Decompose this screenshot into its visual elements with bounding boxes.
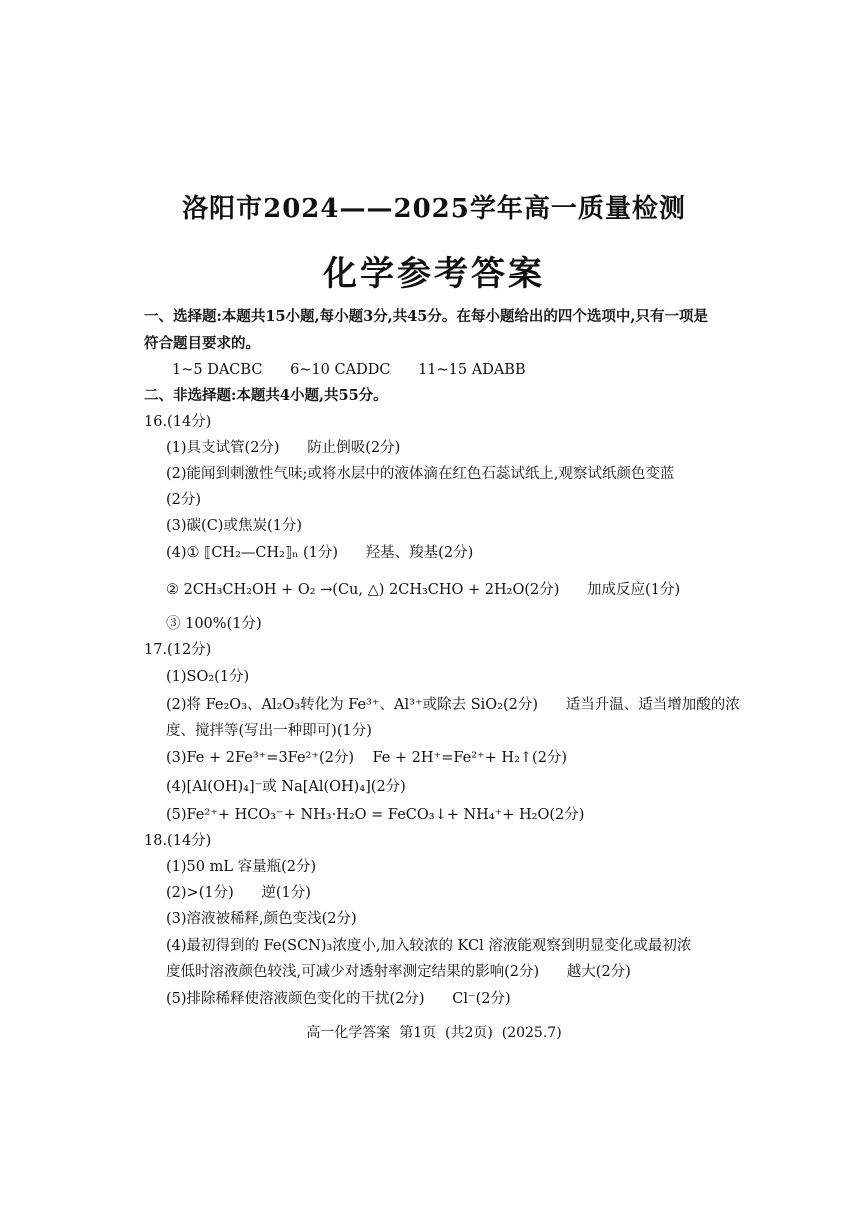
q17-answer-4: (4)[Al(OH)₄]⁻或 Na[Al(OH)₄](2分) (166, 779, 406, 795)
q16-answer-4-2: ② 2CH₃CH₂OH + O₂ →(Cu, △) 2CH₃CHO + 2H₂O(2分) 加成反应(1分) (166, 582, 681, 598)
section2-instruction: 二、非选择题:本题共4小题,共55分。 (144, 387, 388, 404)
q16-answer-4-1: (4)① ⟦CH₂—CH₂⟧ₙ (1分) 羟基、羧基(2分) (166, 545, 474, 561)
q18-answer-2: (2)>(1分) 逆(1分) (166, 885, 311, 901)
q18-answer-1: (1)50 mL 容量瓶(2分) (166, 859, 317, 875)
q16-answer-2-line1: (2)能闻到刺激性气味;或将水层中的液体滴在红色石蕊试纸上,观察试纸颜色变蓝 (166, 466, 675, 482)
q16-answer-4-3: ③ 100%(1分) (166, 616, 262, 632)
q16-heading: 16.(14分) (144, 414, 212, 430)
q18-heading: 18.(14分) (144, 833, 212, 849)
q16-answer-2-line2: (2分) (166, 492, 202, 508)
q17-heading: 17.(12分) (144, 642, 212, 658)
choice-answers: 1~5 DACBC 6~10 CADDC 11~15 ADABB (172, 362, 526, 378)
q18-answer-3: (3)溶液被稀释,颜色变浅(2分) (166, 911, 357, 927)
q18-answer-5: (5)排除稀释使溶液颜色变化的干扰(2分) Cl⁻(2分) (166, 991, 511, 1007)
section1-instruction-line2: 符合题目要求的。 (144, 335, 260, 352)
page-title: 洛阳市2024——2025学年高一质量检测 (182, 194, 686, 224)
section1-instruction-line1: 一、选择题:本题共15小题,每小题3分,共45分。在每小题给出的四个选项中,只有一项是 (144, 308, 708, 325)
q17-answer-2-line2: 度、搅拌等(写出一种即可)(1分) (166, 723, 372, 739)
q18-answer-4-line1: (4)最初得到的 Fe(SCN)₃浓度小,加入较浓的 KCl 溶液能观察到明显变化或最初浓 (166, 938, 692, 954)
q16-answer-3: (3)碳(C)或焦炭(1分) (166, 518, 302, 534)
page-subtitle: 化学参考答案 (323, 254, 545, 294)
q17-answer-1: (1)SO₂(1分) (166, 669, 250, 685)
q16-answer-1: (1)具支试管(2分) 防止倒吸(2分) (166, 440, 401, 456)
page-footer: 高一化学答案 第1页 (共2页) (2025.7) (306, 1025, 562, 1041)
q17-answer-3: (3)Fe + 2Fe³⁺=3Fe²⁺(2分) Fe + 2H⁺=Fe²⁺+ H₂↑(2分) (166, 750, 568, 766)
q17-answer-2-line1: (2)将 Fe₂O₃、Al₂O₃转化为 Fe³⁺、Al³⁺或除去 SiO₂(2分) 适当升温、适当增加酸的浓 (166, 697, 740, 713)
q18-answer-4-line2: 度低时溶液颜色较浅,可减少对透射率测定结果的影响(2分) 越大(2分) (166, 964, 631, 980)
q17-answer-5: (5)Fe²⁺+ HCO₃⁻+ NH₃·H₂O = FeCO₃↓+ NH₄⁺+ H₂O(2分) (166, 807, 585, 823)
